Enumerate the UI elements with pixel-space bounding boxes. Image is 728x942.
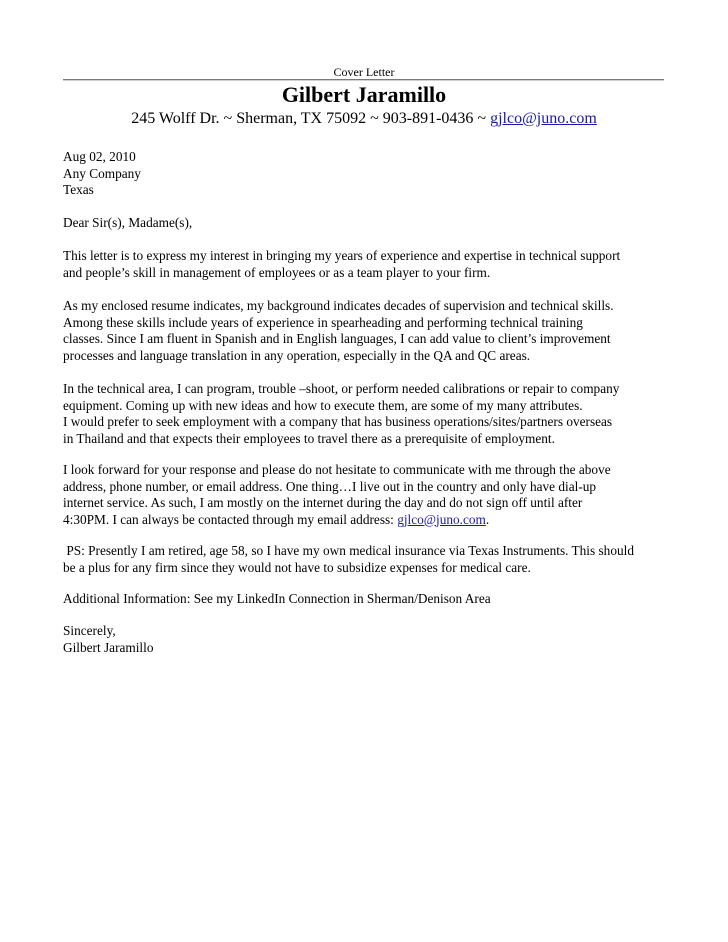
paragraph-line: and people’s skill in management of employees or as a team player to your firm. — [63, 264, 491, 280]
postscript — [63, 543, 665, 576]
paragraph-line: I look forward for your response and please do not hesitate to communicate with me through the above — [63, 462, 611, 477]
letter-date: Aug 02, 2010 — [63, 149, 136, 164]
paragraph-intro — [63, 248, 665, 281]
contact-line — [0, 109, 728, 129]
contact-address: 245 Wolff Dr. ~ Sherman, TX 75092 ~ 903-891-0436 ~ — [131, 110, 491, 127]
valediction: Sincerely, — [63, 623, 116, 638]
paragraph-line: I would prefer to seek employment with a company that has business operations/sites/partners overseas — [63, 414, 613, 429]
recipient-state: Texas — [63, 182, 94, 197]
paragraph-line — [63, 512, 665, 529]
body-email-link[interactable]: gjlco@juno.com — [397, 511, 486, 527]
paragraph-background — [63, 298, 665, 364]
paragraph-line: address, phone number, or email address. One thing…I live out in the country and only have dial-up — [63, 478, 597, 494]
contact-email-link[interactable]: gjlco@juno.com — [490, 110, 597, 127]
additional-text: Additional Information: See my LinkedIn Connection in Sherman/Denison Area — [63, 591, 491, 606]
paragraph-line: PS: Presently I am retired, age 58, so I have my own medical insurance via Texas Instruments. This should — [63, 543, 634, 558]
paragraph-line: classes. Since I am fluent in Spanish and in English languages, I can add value to client’s improvement — [63, 331, 611, 346]
paragraph-line: This letter is to express my interest in bringing my years of experience and expertise in technical support — [63, 248, 621, 263]
paragraph-line: processes and language translation in any operation, especially in the QA and QC areas. — [63, 347, 531, 363]
paragraph-line: equipment. Coming up with new ideas and how to execute them, are some of my many attributes. — [63, 397, 583, 413]
recipient-block — [63, 149, 665, 199]
paragraph-line: In the technical area, I can program, trouble –shoot, or perform needed calibrations or repair to company — [63, 381, 620, 396]
closing-block — [63, 623, 665, 656]
paragraph-technical — [63, 381, 665, 447]
paragraph-contact — [63, 462, 665, 528]
salutation — [63, 215, 665, 232]
header-divider — [63, 79, 664, 81]
recipient-company: Any Company — [63, 165, 141, 181]
paragraph-line: Among these skills include years of experience in spearheading and performing technical training — [63, 314, 583, 330]
paragraph-line: internet service. As such, I am mostly on the internet during the day and do not sign off until after — [63, 495, 583, 510]
signature-name: Gilbert Jaramillo — [63, 639, 154, 655]
paragraph-line: in Thailand and that expects their employees to travel there as a prerequisite of employment. — [63, 430, 555, 446]
paragraph-line: As my enclosed resume indicates, my background indicates decades of supervision and technical skills. — [63, 298, 614, 313]
contact-sentence: 4:30PM. I can always be contacted through my email address: — [63, 511, 398, 527]
applicant-name: Gilbert Jaramillo — [281, 82, 447, 107]
additional-information — [63, 591, 665, 608]
greeting-text: Dear Sir(s), Madame(s), — [63, 215, 193, 230]
paragraph-line: be a plus for any firm since they would not have to subsidize expenses for medical care. — [63, 559, 531, 575]
document-header-label: Cover Letter — [333, 65, 395, 79]
sentence-period: . — [485, 511, 490, 527]
